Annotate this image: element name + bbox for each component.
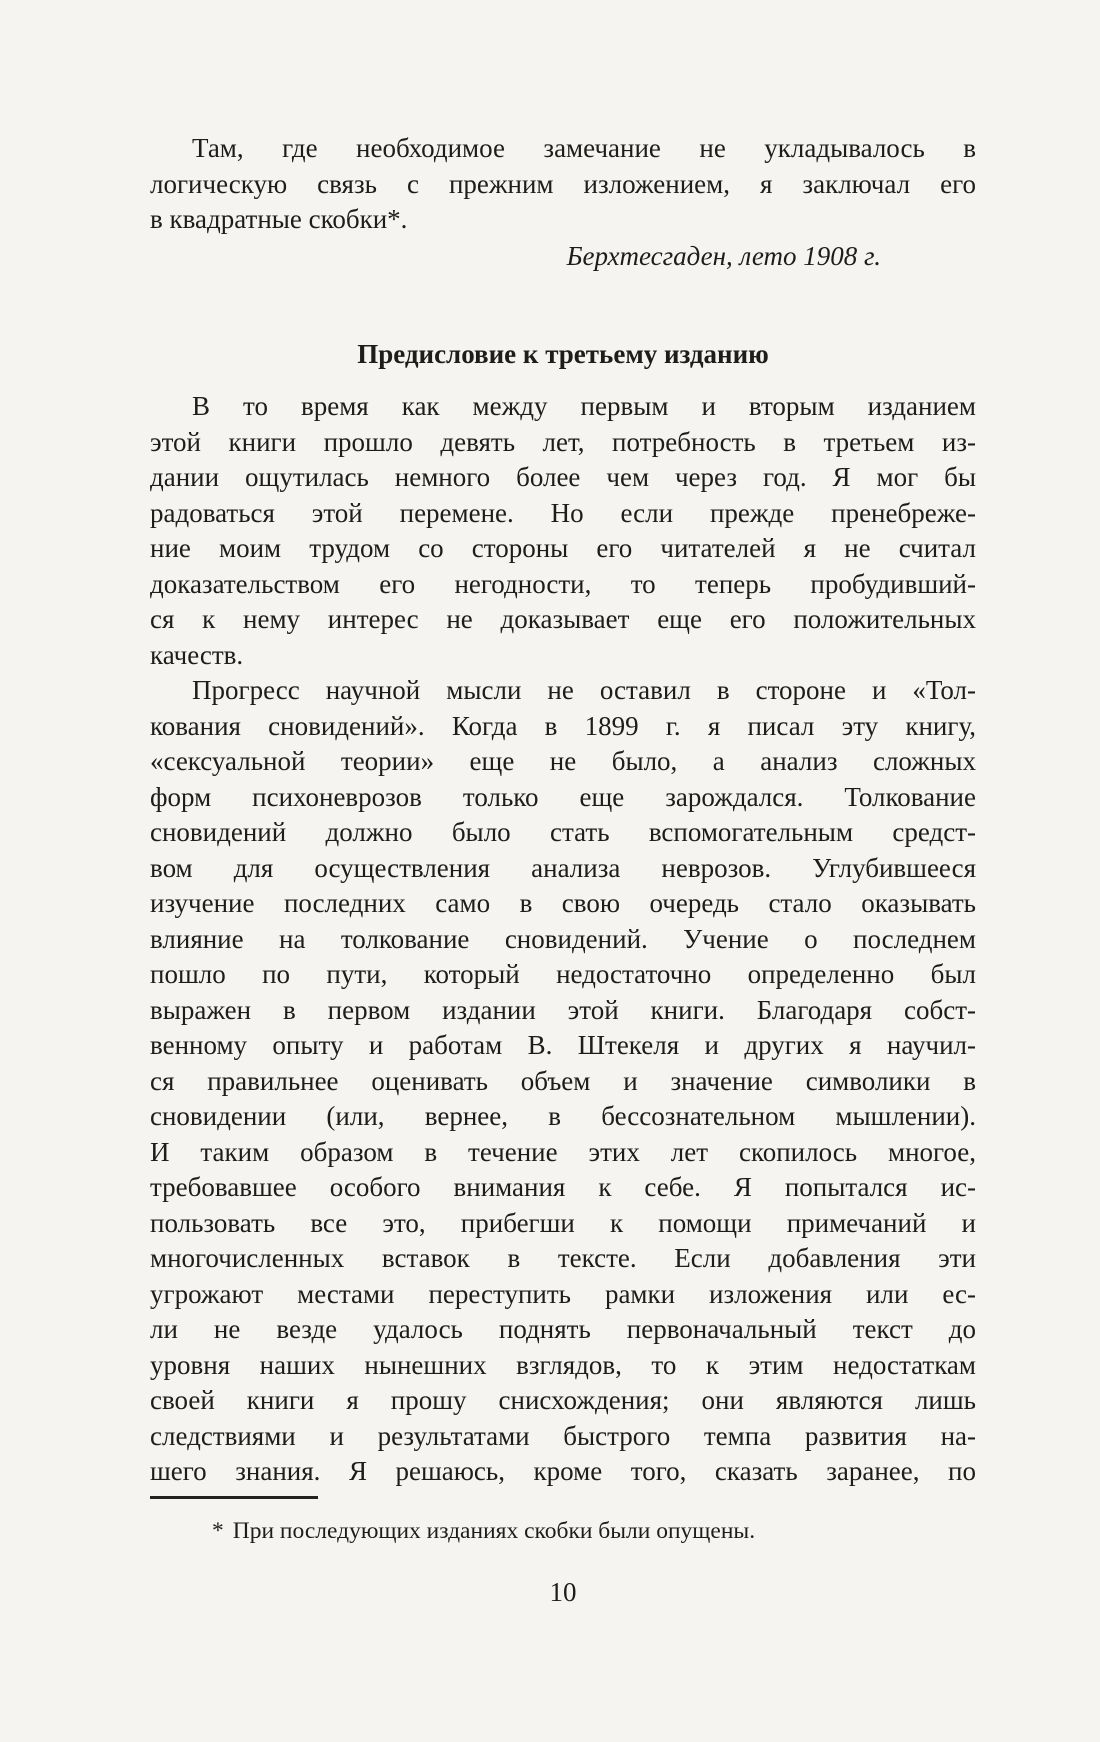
text-line: угрожают местами переступить рамки изложения или ес- (150, 1278, 976, 1309)
text-line: дании ощутилась немного более чем через год. Я мог бы (150, 462, 976, 492)
text-line: вом для осуществления анализа неврозов. Углубившееся (150, 852, 976, 883)
text-line: уровня наших нынешних взглядов, то к этим недостаткам (150, 1349, 976, 1380)
text-line: форм психоневрозов только еще зарождался. Толкование (150, 781, 976, 812)
preface-paragraph-1 (150, 389, 976, 673)
text-line: ся к нему интерес не доказывает еще его положительных (150, 604, 976, 634)
text-line: требовавшее особого внимания к себе. Я попытался ис- (150, 1172, 976, 1202)
text-line: «сексуальной теории» еще не было, а анализ сложных (150, 746, 976, 776)
text-line: сновидений должно было стать вспомогательным средст- (150, 817, 976, 847)
text-line: многочисленных вставок в тексте. Если добавления эти (150, 1243, 976, 1273)
text-line: этой книги прошло девять лет, потребность в третьем из- (150, 426, 976, 457)
preface-paragraph-2 (150, 673, 976, 1490)
text-line: И таким образом в течение этих лет скопилось многое, (150, 1136, 976, 1167)
text-line: сновидении (или, вернее, в бессознательном мышлении). (150, 1101, 976, 1131)
preface-heading: Предисловие к третьему изданию (357, 339, 769, 369)
page-number: 10 (549, 1576, 577, 1607)
text-line: логическую связь с прежним изложением, я заключал его (150, 168, 976, 199)
text-line: ся правильнее оценивать объем и значение символики в (150, 1065, 976, 1096)
text-line: кования сновидений». Когда в 1899 г. я писал эту книгу, (150, 710, 976, 741)
text-line: Там, где необходимое замечание не укладывалось в (192, 133, 976, 163)
footnote (150, 1516, 976, 1546)
text-line: влияние на толкование сновидений. Учение о последнем (150, 923, 976, 954)
text-line: изучение последних само в свою очередь стало оказывать (150, 888, 976, 918)
footnote-divider (150, 1496, 318, 1499)
text-line: венному опыту и работам В. Штекеля и других я научил- (150, 1030, 976, 1060)
footnote-marker: * (212, 1517, 224, 1544)
text-line: ние моим трудом со стороны его читателей я не считал (150, 533, 976, 563)
text-line: в квадратные скобки*. (150, 204, 408, 234)
text-line: Прогресс научной мысли не оставил в стороне и «Тол- (192, 675, 976, 705)
text-line: шего знания. Я решаюсь, кроме того, сказать заранее, по (150, 1456, 976, 1486)
text-line: качеств. (150, 639, 244, 670)
text-column (150, 131, 976, 1608)
text-line: пошло по пути, который недостаточно определенно был (150, 959, 976, 989)
text-line: выражен в первом издании этой книги. Благодаря собст- (150, 994, 976, 1025)
footnote-text: При последующих изданиях скобки были опущены. (232, 1517, 756, 1544)
text-line: В то время как между первым и вторым изданием (192, 391, 976, 421)
text-line: своей книги я прошу снисхождения; они являются лишь (150, 1385, 976, 1415)
text-line: ли не везде удалось поднять первоначальный текст до (150, 1314, 976, 1344)
dateline: Берхтесгаден, лето 1908 г. (566, 240, 881, 271)
text-line: радоваться этой перемене. Но если прежде пренебреже- (150, 497, 976, 528)
front-matter-closing-paragraph (150, 131, 976, 238)
text-line: следствиями и результатами быстрого темпа развития на- (150, 1420, 976, 1451)
text-line: пользовать все это, прибегши к помощи примечаний и (150, 1207, 976, 1238)
text-line: доказательством его негодности, то теперь пробудивший- (150, 568, 976, 599)
